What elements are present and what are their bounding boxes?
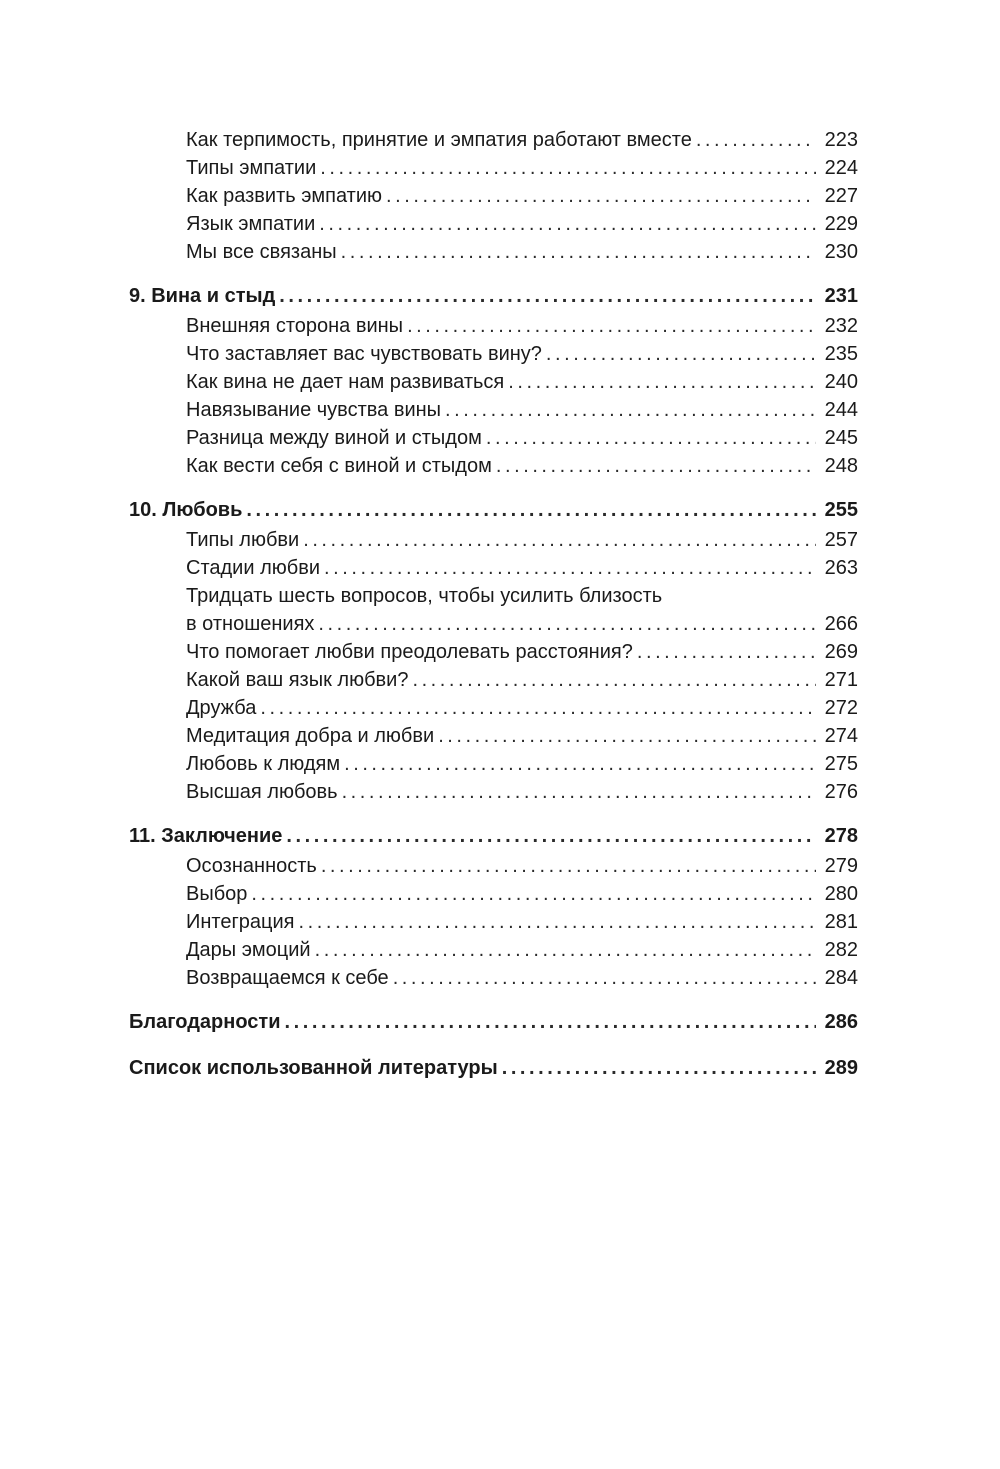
toc-chapter[interactable] <box>129 280 858 312</box>
toc-entry-title-continued: в отношениях <box>186 613 315 635</box>
toc-entry[interactable] <box>129 722 858 750</box>
toc-chapter[interactable] <box>129 820 858 852</box>
toc-entry[interactable] <box>129 880 858 908</box>
toc-entry-title: Высшая любовь <box>186 781 338 803</box>
toc-chapter-page-number: 278 <box>824 825 858 847</box>
dot-leader <box>260 694 816 722</box>
toc-entry-title: Любовь к людям <box>186 753 341 775</box>
toc-chapter[interactable] <box>129 494 858 526</box>
dot-leader <box>637 638 816 666</box>
dot-leader <box>438 722 816 750</box>
toc-entry-title: Что помогает любви преодолевать расстояния? <box>186 641 633 663</box>
toc-entry-title: Внешняя сторона вины <box>186 315 404 337</box>
toc-entry-page-number: 230 <box>824 241 858 263</box>
toc-chapter-title: 11. Заключение <box>129 825 283 847</box>
toc-entry-title: Тридцать шесть вопросов, чтобы усилить близость <box>186 585 663 607</box>
toc-entry-page-number: 274 <box>824 725 858 747</box>
toc-entry[interactable] <box>129 778 858 806</box>
toc-chapter-page-number: 231 <box>824 285 858 307</box>
toc-chapter-title: Благодарности <box>129 1011 281 1033</box>
toc-entry-page-number: 248 <box>824 455 858 477</box>
toc-entry-page-number: 269 <box>824 641 858 663</box>
toc-entry-page-number: 244 <box>824 399 858 421</box>
toc-entry[interactable] <box>129 452 858 480</box>
toc-chapter-page-number: 289 <box>824 1057 858 1079</box>
toc-entry[interactable] <box>129 210 858 238</box>
dot-leader <box>486 424 816 452</box>
dot-leader <box>344 750 816 778</box>
toc-entry-title: Типы эмпатии <box>186 157 317 179</box>
dot-leader <box>303 526 816 554</box>
toc-entry-page-number: 266 <box>824 613 858 635</box>
toc-entry[interactable] <box>129 368 858 396</box>
toc-entry[interactable] <box>129 182 858 210</box>
toc-entry-page-number: 275 <box>824 753 858 775</box>
toc-entry-title: Возвращаемся к себе <box>186 967 389 989</box>
toc-entry-page-number: 245 <box>824 427 858 449</box>
dot-leader <box>320 154 816 182</box>
toc-entry-title: Мы все связаны <box>186 241 337 263</box>
toc-entry-page-number: 227 <box>824 185 858 207</box>
dot-leader <box>341 238 816 266</box>
toc-entry[interactable] <box>129 582 858 610</box>
dot-leader <box>546 340 816 368</box>
toc-entry-page-number: 272 <box>824 697 858 719</box>
dot-leader <box>321 852 816 880</box>
toc-entry-title: Интеграция <box>186 911 295 933</box>
dot-leader <box>393 964 816 992</box>
toc-entry-title: Язык эмпатии <box>186 213 316 235</box>
dot-leader <box>508 368 816 396</box>
dot-leader <box>412 666 816 694</box>
toc-entry-page-number: 229 <box>824 213 858 235</box>
toc-entry-page-number: 271 <box>824 669 858 691</box>
toc-entry-page-number: 280 <box>824 883 858 905</box>
dot-leader <box>315 936 816 964</box>
dot-leader <box>251 880 816 908</box>
dot-leader <box>342 778 816 806</box>
toc-entry-title: Типы любви <box>186 529 300 551</box>
dot-leader <box>286 820 816 852</box>
dot-leader <box>285 1006 816 1038</box>
toc-entry[interactable] <box>129 694 858 722</box>
toc-entry[interactable] <box>129 936 858 964</box>
toc-entry-title: Что заставляет вас чувствовать вину? <box>186 343 542 365</box>
toc-entry-title: Разница между виной и стыдом <box>186 427 482 449</box>
toc-entry-page-number: 282 <box>824 939 858 961</box>
dot-leader <box>319 210 816 238</box>
toc-entry[interactable] <box>129 126 858 154</box>
dot-leader <box>502 1052 816 1084</box>
toc-entry-page-number: 232 <box>824 315 858 337</box>
toc-chapter-title: Список использованной литературы <box>129 1057 498 1079</box>
toc-entry[interactable] <box>129 852 858 880</box>
toc-entry-page-number: 284 <box>824 967 858 989</box>
toc-entry-page-number: 240 <box>824 371 858 393</box>
dot-leader <box>298 908 816 936</box>
toc-entry-title: Как развить эмпатию <box>186 185 383 207</box>
toc-entry[interactable] <box>129 424 858 452</box>
toc-entry[interactable] <box>129 312 858 340</box>
toc-entry-page-number: 279 <box>824 855 858 877</box>
toc-entry[interactable] <box>129 396 858 424</box>
toc-entry[interactable] <box>129 154 858 182</box>
toc-entry-title: Осознанность <box>186 855 317 877</box>
toc-entry-title: Медитация добра и любви <box>186 725 435 747</box>
dot-leader <box>324 554 816 582</box>
toc-entry[interactable] <box>129 666 858 694</box>
toc-entry-title: Как вина не дает нам развиваться <box>186 371 505 393</box>
toc-entry-page-number: 276 <box>824 781 858 803</box>
toc-entry[interactable] <box>129 908 858 936</box>
dot-leader <box>496 452 816 480</box>
dot-leader <box>445 396 816 424</box>
toc-entry-title: Какой ваш язык любви? <box>186 669 409 691</box>
toc-chapter-page-number: 255 <box>824 499 858 521</box>
toc-entry-page-number: 224 <box>824 157 858 179</box>
table-of-contents <box>129 126 858 1084</box>
toc-chapter-title: 9. Вина и стыд <box>129 285 276 307</box>
dot-leader <box>246 494 816 526</box>
toc-entry-title: Стадии любви <box>186 557 320 579</box>
toc-entry-title: Как терпимость, принятие и эмпатия работают вместе <box>186 129 692 151</box>
toc-entry[interactable] <box>129 340 858 368</box>
toc-entry[interactable] <box>129 238 858 266</box>
toc-entry[interactable] <box>129 964 858 992</box>
toc-entry-title: Выбор <box>186 883 248 905</box>
toc-entry[interactable] <box>129 638 858 666</box>
dot-leader <box>386 182 816 210</box>
toc-entry[interactable] <box>129 750 858 778</box>
toc-entry-title: Дары эмоций <box>186 939 311 961</box>
toc-chapter-page-number: 286 <box>824 1011 858 1033</box>
toc-entry-title: Как вести себя с виной и стыдом <box>186 455 492 477</box>
toc-chapter[interactable] <box>129 1052 858 1084</box>
toc-entry-page-number: 263 <box>824 557 858 579</box>
toc-entry-page-number: 257 <box>824 529 858 551</box>
toc-entry-page-number: 235 <box>824 343 858 365</box>
toc-entry[interactable] <box>129 554 858 582</box>
toc-chapter[interactable] <box>129 1006 858 1038</box>
dot-leader <box>407 312 816 340</box>
toc-entry-page-number: 281 <box>824 911 858 933</box>
dot-leader <box>279 280 816 312</box>
toc-entry-page-number: 223 <box>824 129 858 151</box>
toc-entry-title: Дружба <box>186 697 257 719</box>
toc-entry[interactable] <box>129 526 858 554</box>
dot-leader <box>696 126 816 154</box>
toc-chapter-title: 10. Любовь <box>129 499 243 521</box>
toc-entry-title: Навязывание чувства вины <box>186 399 442 421</box>
toc-entry-continuation[interactable] <box>129 610 858 638</box>
dot-leader <box>318 610 816 638</box>
